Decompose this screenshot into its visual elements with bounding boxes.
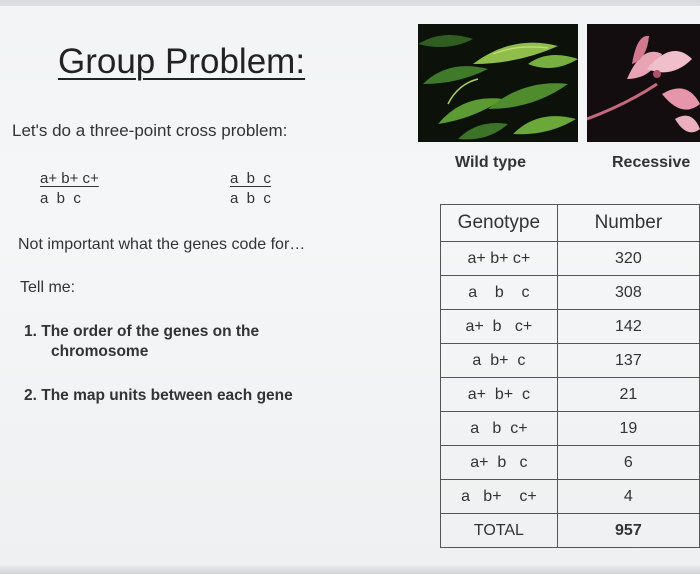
question-2-number: 2. [24, 387, 37, 404]
leaves-image [418, 24, 578, 142]
bottom-edge [0, 564, 700, 574]
number-cell: 4 [557, 480, 699, 514]
number-cell: 6 [557, 446, 699, 480]
table-row [441, 310, 700, 344]
note-text: Not important what the genes code for… [18, 236, 306, 253]
wild-type-label: Wild type [455, 154, 526, 171]
number-cell: 308 [557, 276, 699, 310]
recessive-label: Recessive [612, 154, 691, 171]
slide [0, 6, 700, 574]
parent-1-top: a+ b+ c+ [40, 170, 99, 187]
genotype-cell: a+ b+ c+ [441, 242, 558, 276]
table-row [441, 446, 700, 480]
number-cell: 21 [557, 378, 699, 412]
genotype-cell: a b+ c+ [441, 480, 558, 514]
tell-me-label: Tell me: [20, 279, 76, 296]
table-header-row [441, 205, 700, 242]
question-1-line1: The order of the genes on the [41, 323, 260, 340]
number-cell: 320 [557, 242, 699, 276]
question-2-line1: The map units between each gene [41, 387, 293, 404]
parent-1-bottom: a b c [40, 190, 81, 207]
question-1 [24, 322, 344, 362]
genotype-cell: a b c+ [441, 412, 558, 446]
recessive-photo [587, 24, 700, 142]
genotype-cell: a b c [441, 276, 558, 310]
genotype-cell: a+ b+ c [441, 378, 558, 412]
table-row [441, 412, 700, 446]
parent-cross-2 [230, 169, 271, 209]
question-2 [24, 386, 354, 406]
question-1-number: 1. [24, 323, 37, 340]
genotype-cell: a+ b c [441, 446, 558, 480]
table-total-row [441, 514, 700, 548]
genotype-cell: a+ b c+ [441, 310, 558, 344]
number-header: Number [557, 205, 699, 242]
question-1-line2: chromosome [51, 343, 149, 360]
total-value: 957 [557, 514, 699, 548]
genotype-header: Genotype [441, 205, 558, 242]
number-cell: 19 [557, 412, 699, 446]
parent-2-bottom: a b c [230, 190, 271, 207]
table-row [441, 344, 700, 378]
number-cell: 142 [557, 310, 699, 344]
genotype-cell: a b+ c [441, 344, 558, 378]
genotype-table [440, 204, 700, 548]
wild-type-photo [418, 24, 578, 142]
parent-cross-1 [40, 169, 99, 209]
parent-2-top: a b c [230, 170, 271, 187]
table-row [441, 242, 700, 276]
slide-title: Group Problem: [58, 42, 306, 81]
table-row [441, 480, 700, 514]
total-label: TOTAL [441, 514, 558, 548]
table-row [441, 276, 700, 310]
number-cell: 137 [557, 344, 699, 378]
intro-text: Let's do a three-point cross problem: [12, 121, 288, 140]
table-row [441, 378, 700, 412]
flowers-image [587, 24, 700, 142]
